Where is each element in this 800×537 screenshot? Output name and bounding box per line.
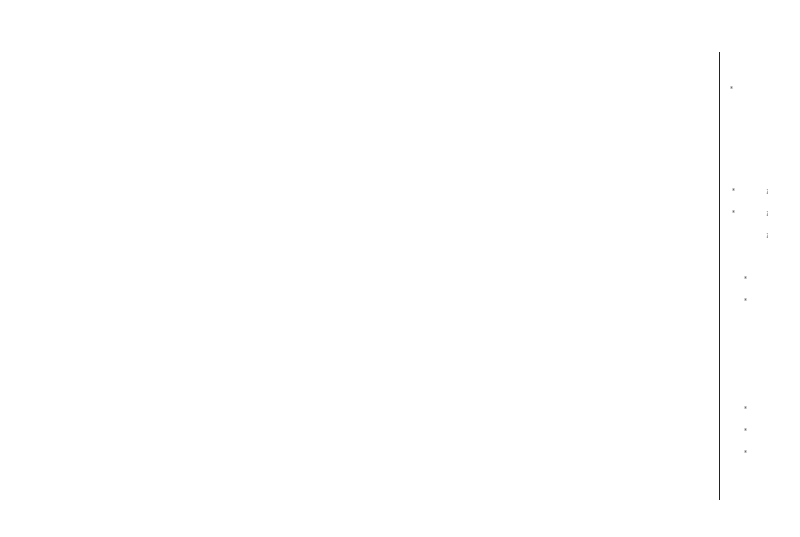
margin-mark: * <box>744 276 747 283</box>
margin-mark: * <box>732 210 735 217</box>
margin-mark: * <box>730 86 733 93</box>
margin-mark: * <box>732 188 735 195</box>
margin-mark: * <box>744 450 747 457</box>
margin-mark: ¡ <box>766 232 769 239</box>
margin-mark: * <box>744 298 747 305</box>
margin-mark: * <box>744 428 747 435</box>
margin-mark: ¡ <box>766 210 769 217</box>
margin-rule <box>719 52 720 500</box>
margin-mark: * <box>744 406 747 413</box>
margin-mark: ¡ <box>766 188 769 195</box>
